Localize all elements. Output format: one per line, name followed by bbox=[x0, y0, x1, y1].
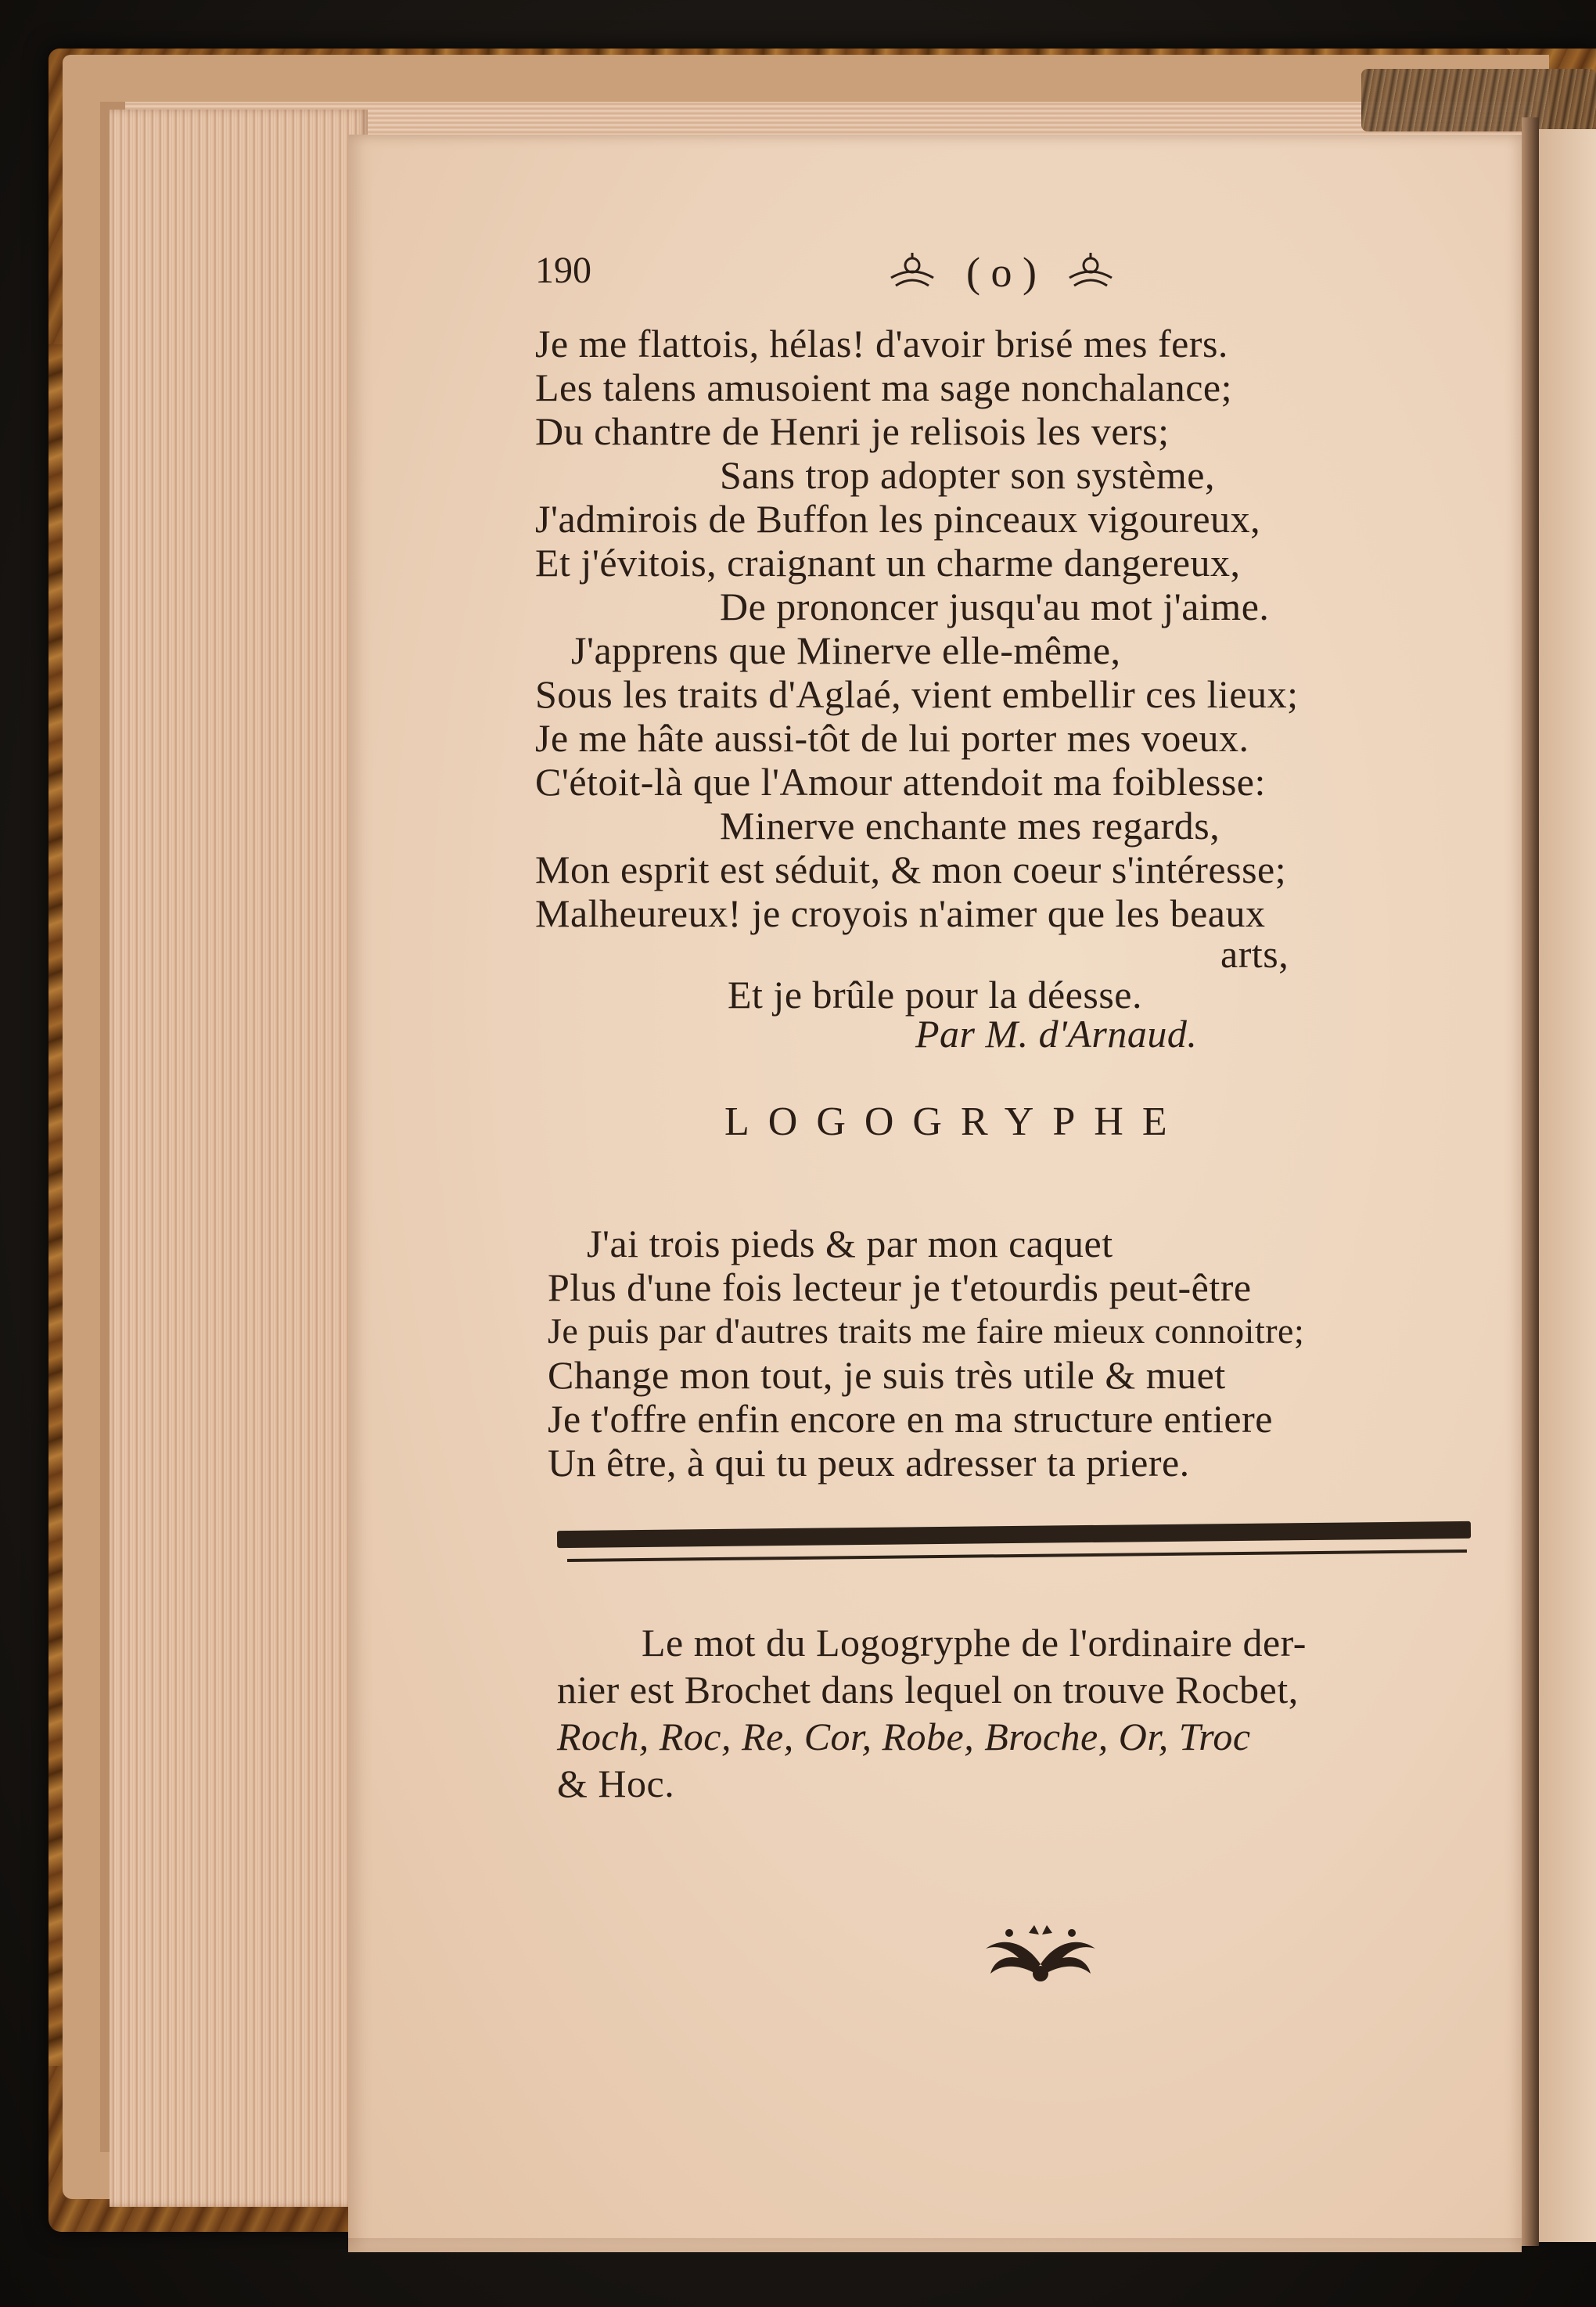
poem-line: Du chantre de Henri je relisois les vers; bbox=[535, 409, 1170, 453]
poem-line: De prononcer jusqu'au mot j'aime. bbox=[720, 585, 1270, 628]
poem-signature: Par M. d'Arnaud. bbox=[915, 1012, 1198, 1056]
page-header-text: ( o ) bbox=[966, 249, 1037, 296]
poem-line: arts, bbox=[1220, 932, 1289, 976]
page-header-ornament bbox=[845, 241, 1158, 304]
poem-line: Les talens amusoient ma sage nonchalance; bbox=[535, 365, 1233, 409]
paragraph-line: nier est Brochet dans lequel on trouve Rocbet, bbox=[557, 1668, 1299, 1711]
fleuron-right-icon bbox=[1063, 251, 1118, 293]
poem-line: Change mon tout, je suis très utile & muet bbox=[548, 1353, 1226, 1397]
poem-line: Et je brûle pour la déesse. bbox=[728, 973, 1142, 1017]
page-number: 190 bbox=[535, 250, 591, 291]
poem-line: C'étoit-là que l'Amour attendoit ma foiblesse: bbox=[535, 760, 1266, 804]
fleuron-left-icon bbox=[885, 251, 940, 293]
tailpiece-ornament-icon bbox=[962, 1909, 1119, 1996]
section-title: LOGOGRYPHE bbox=[724, 1100, 1186, 1144]
poem-line: J'apprens que Minerve elle-même, bbox=[571, 628, 1121, 672]
poem-line: Sans trop adopter son système, bbox=[720, 453, 1215, 497]
book-gutter bbox=[1522, 117, 1539, 2246]
poem-line: Minerve enchante mes regards, bbox=[720, 804, 1220, 848]
poem-line: Et j'évitois, craignant un charme dangereux, bbox=[535, 541, 1241, 585]
poem-line: Sous les traits d'Aglaé, vient embellir ces lieux; bbox=[535, 672, 1299, 716]
poem-line: J'ai trois pieds & par mon caquet bbox=[587, 1222, 1113, 1265]
poem-line: Je puis par d'autres traits me faire mieux connoitre; bbox=[548, 1311, 1305, 1351]
paragraph-line: Le mot du Logogryphe de l'ordinaire der- bbox=[642, 1621, 1307, 1665]
poem-line: J'admirois de Buffon les pinceaux vigoureux, bbox=[535, 497, 1261, 541]
poem-line: Je me hâte aussi-tôt de lui porter mes voeux. bbox=[535, 716, 1249, 760]
poem-line: Je t'offre enfin encore en ma structure entiere bbox=[548, 1397, 1273, 1441]
headband bbox=[1361, 69, 1596, 131]
poem-line: Un être, à qui tu peux adresser ta priere. bbox=[548, 1441, 1190, 1485]
facing-page-edge bbox=[1539, 129, 1596, 2242]
poem-line: Je me flattois, hélas! d'avoir brisé mes fers. bbox=[535, 322, 1228, 365]
page-block-fore-edge bbox=[110, 110, 368, 2207]
poem-line: Mon esprit est séduit, & mon coeur s'intéresse; bbox=[535, 848, 1287, 891]
paragraph-line: Roch, Roc, Re, Cor, Robe, Broche, Or, Troc bbox=[557, 1715, 1251, 1758]
poem-line: Plus d'une fois lecteur je t'etourdis peut-être bbox=[548, 1265, 1252, 1309]
poem-line: Malheureux! je croyois n'aimer que les beaux bbox=[535, 891, 1266, 935]
page-shadow bbox=[348, 2238, 1522, 2252]
paragraph-line: & Hoc. bbox=[557, 1762, 675, 1805]
